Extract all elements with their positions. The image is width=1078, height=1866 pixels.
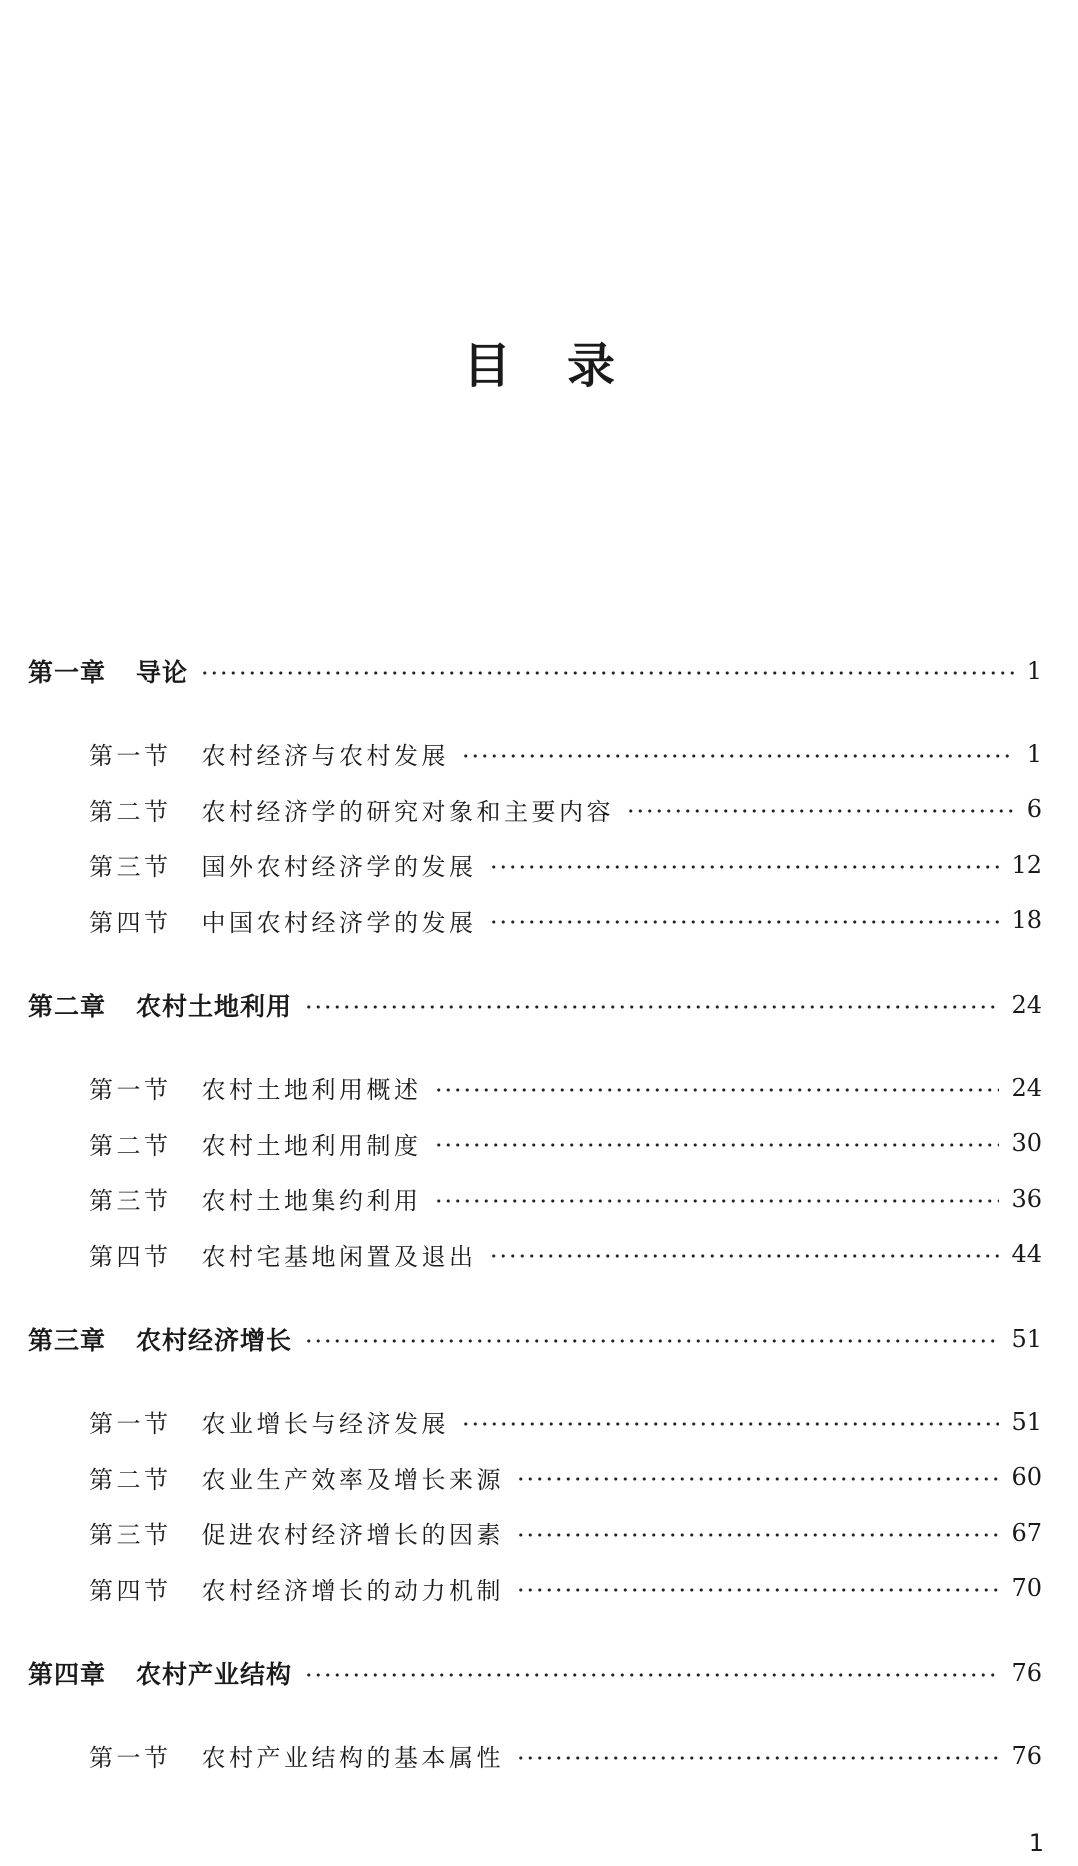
- toc-section-2-4: [28, 1227, 1042, 1283]
- dot-leader: [434, 1142, 1000, 1148]
- toc-section-1-1: [28, 726, 1042, 782]
- dot-leader: [434, 1087, 1000, 1093]
- section-page-number: 6: [1026, 795, 1042, 824]
- section-page-number: 70: [1011, 1574, 1042, 1603]
- section-label: 第一节: [89, 742, 172, 771]
- section-title: 农业增长与经济发展: [201, 1410, 449, 1439]
- chapter-group-4: [28, 1645, 1042, 1784]
- section-title: 农村经济增长的动力机制: [201, 1576, 504, 1605]
- section-title: 国外农村经济学的发展: [201, 853, 477, 882]
- section-title: 农村宅基地闲置及退出: [201, 1242, 477, 1271]
- section-page-number: 18: [1011, 906, 1042, 935]
- dot-leader: [200, 670, 1015, 676]
- dot-leader: [304, 1672, 999, 1678]
- section-label: 第一节: [89, 1744, 172, 1773]
- dot-leader: [489, 864, 1000, 870]
- toc-chapter-4: [28, 1645, 1042, 1701]
- toc-section-3-2: [28, 1450, 1042, 1506]
- section-page-number: 76: [1011, 1741, 1042, 1770]
- dot-leader: [516, 1587, 999, 1593]
- section-title: 农村土地利用概述: [201, 1076, 422, 1105]
- dot-leader: [434, 1198, 1000, 1204]
- toc-section-1-2: [28, 782, 1042, 838]
- toc-section-1-3: [28, 837, 1042, 893]
- section-label: 第四节: [89, 1576, 172, 1605]
- toc-section-1-4: [28, 893, 1042, 949]
- chapter-page-number: 1: [1026, 657, 1042, 685]
- chapter-label: 第三章: [28, 1326, 107, 1355]
- section-label: 第四节: [89, 908, 172, 937]
- dot-leader: [489, 1253, 1000, 1259]
- chapter-title: 农村土地利用: [136, 992, 293, 1021]
- section-page-number: 67: [1011, 1518, 1042, 1547]
- section-label: 第四节: [89, 1242, 172, 1271]
- toc-section-3-1: [28, 1394, 1042, 1450]
- section-label: 第二节: [89, 797, 172, 826]
- section-title: 农村经济与农村发展: [201, 742, 449, 771]
- toc-section-2-3: [28, 1171, 1042, 1227]
- chapter-page-number: 24: [1011, 991, 1042, 1019]
- section-title: 农村土地集约利用: [201, 1187, 422, 1216]
- section-label: 第二节: [89, 1131, 172, 1160]
- section-label: 第二节: [89, 1465, 172, 1494]
- section-label: 第三节: [89, 853, 172, 882]
- section-title: 农村产业结构的基本属性: [201, 1744, 504, 1773]
- section-page-number: 24: [1011, 1073, 1042, 1102]
- chapter-group-2: [28, 977, 1042, 1282]
- chapter-page-number: 51: [1011, 1325, 1042, 1353]
- dot-leader: [516, 1532, 999, 1538]
- section-page-number: 60: [1011, 1463, 1042, 1492]
- dot-leader: [304, 1338, 999, 1344]
- toc-section-3-4: [28, 1561, 1042, 1617]
- section-title: 农村土地利用制度: [201, 1131, 422, 1160]
- dot-leader: [516, 1476, 999, 1482]
- dot-leader: [626, 808, 1015, 814]
- section-page-number: 44: [1011, 1240, 1042, 1269]
- page-title: 目录: [462, 338, 671, 394]
- section-page-number: 12: [1011, 850, 1042, 879]
- dot-leader: [516, 1755, 999, 1761]
- chapter-title: 农村产业结构: [136, 1660, 293, 1689]
- chapter-group-1: [28, 643, 1042, 948]
- toc-chapter-2: [28, 977, 1042, 1033]
- section-title: 促进农村经济增长的因素: [201, 1521, 504, 1550]
- table-of-contents: [28, 643, 1042, 1813]
- dot-leader: [461, 753, 1015, 759]
- section-title: 中国农村经济学的发展: [201, 908, 477, 937]
- section-label: 第一节: [89, 1076, 172, 1105]
- section-label: 第三节: [89, 1521, 172, 1550]
- section-page-number: 30: [1011, 1129, 1042, 1158]
- section-label: 第一节: [89, 1410, 172, 1439]
- toc-chapter-1: [28, 643, 1042, 699]
- chapter-label: 第一章: [28, 658, 107, 687]
- toc-section-4-1: [28, 1728, 1042, 1784]
- toc-section-3-3: [28, 1505, 1042, 1561]
- section-title: 农村经济学的研究对象和主要内容: [201, 797, 614, 826]
- chapter-label: 第四章: [28, 1660, 107, 1689]
- dot-leader: [304, 1004, 999, 1010]
- toc-section-2-2: [28, 1116, 1042, 1172]
- toc-section-2-1: [28, 1060, 1042, 1116]
- dot-leader: [489, 919, 1000, 925]
- chapter-group-3: [28, 1311, 1042, 1616]
- chapter-title: 农村经济增长: [136, 1326, 293, 1355]
- section-label: 第三节: [89, 1187, 172, 1216]
- footer-page-number: 1: [1028, 1829, 1044, 1857]
- chapter-page-number: 76: [1011, 1659, 1042, 1687]
- section-page-number: 1: [1026, 739, 1042, 768]
- dot-leader: [461, 1421, 999, 1427]
- chapter-label: 第二章: [28, 992, 107, 1021]
- toc-chapter-3: [28, 1311, 1042, 1367]
- section-page-number: 51: [1011, 1407, 1042, 1436]
- section-title: 农业生产效率及增长来源: [201, 1465, 504, 1494]
- section-page-number: 36: [1011, 1184, 1042, 1213]
- chapter-title: 导论: [136, 658, 189, 687]
